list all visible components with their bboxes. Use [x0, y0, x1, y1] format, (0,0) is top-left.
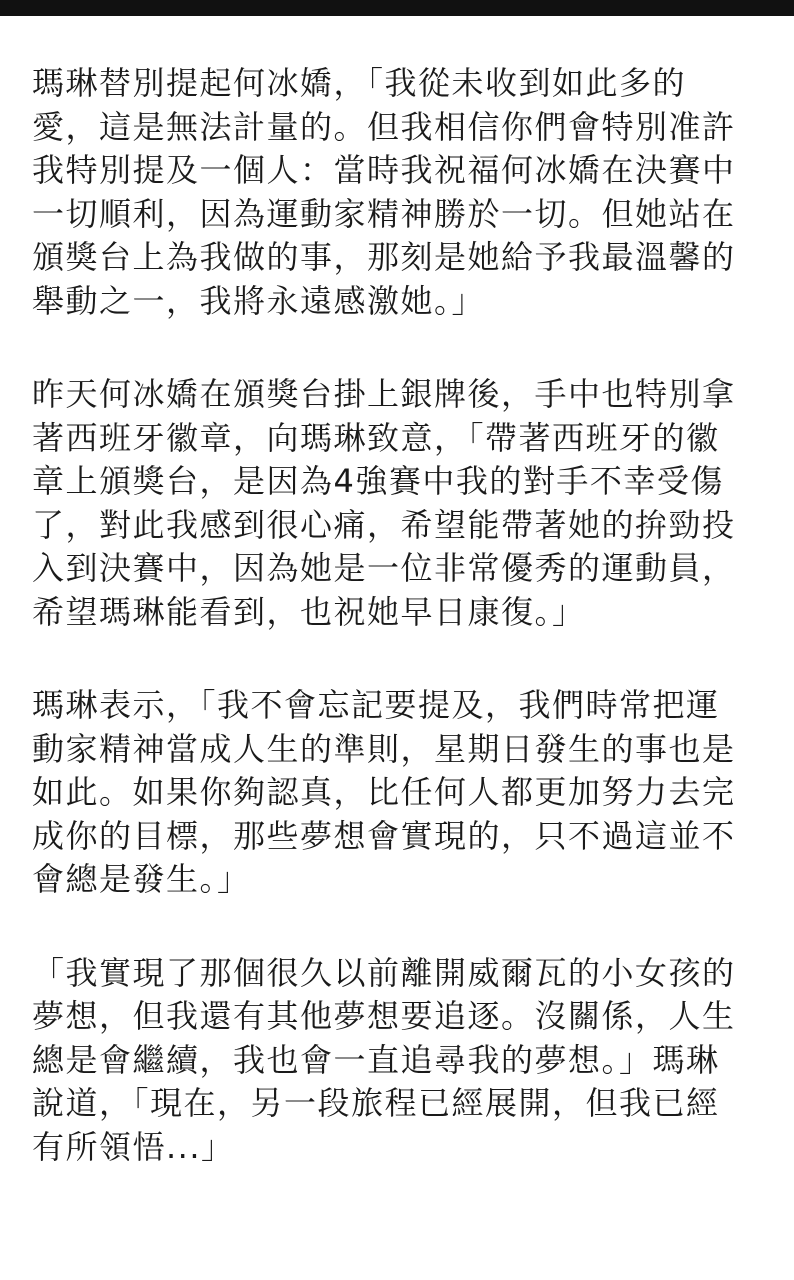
text-line: 我特別提及一個人：當時我祝福何冰嬌在決賽中 [32, 151, 736, 189]
text-line: 章上頒獎台，是因為4強賽中我的對手不幸受傷 [32, 462, 724, 500]
paragraph-3 [32, 684, 767, 902]
text-line: 總是會繼續，我也會一直追尋我的夢想。」瑪琳 [32, 1040, 720, 1079]
text-line: 了，對此我感到很心痛，希望能帶著她的拚勁投 [32, 505, 736, 544]
text-line: 如此。如果你夠認真，比任何人都更加努力去完 [32, 773, 736, 811]
article-body [32, 62, 767, 1219]
text-line: 有所領悟...」 [32, 1127, 235, 1166]
text-line: 瑪琳表示，「我不會忘記要提及，我們時常把運 [32, 686, 720, 724]
text-line: 瑪琳替別提起何冰嬌，「我從未收到如此多的 [32, 64, 687, 102]
text-line: 一切順利，因為運動家精神勝於一切。但她站在 [32, 194, 736, 233]
text-line: 入到決賽中，因為她是一位非常優秀的運動員， [32, 549, 736, 587]
text-line: 昨天何冰嬌在頒獎台掛上銀牌後，手中也特別拿 [32, 375, 736, 413]
paragraph-1 [32, 62, 767, 323]
text-line: 成你的目標，那些夢想會實現的，只不過這並不 [32, 816, 736, 855]
text-line: 說道，「現在，另一段旅程已經展開，但我已經 [32, 1084, 720, 1122]
text-line: 動家精神當成人生的準則，星期日發生的事也是 [32, 729, 736, 768]
paragraph-4 [32, 952, 767, 1170]
text-line: 愛，這是無法計量的。但我相信你們會特別准許 [32, 107, 736, 146]
paragraph-2 [32, 373, 767, 634]
top-status-bar [0, 0, 794, 16]
text-line: 希望瑪琳能看到，也祝她早日康復。」 [32, 592, 586, 631]
text-line: 夢想，但我還有其他夢想要追逐。沒關係，人生 [32, 997, 736, 1035]
text-line: 舉動之一，我將永遠感激她。」 [32, 281, 486, 320]
text-line: 著西班牙徽章，向瑪琳致意，「帶著西班牙的徽 [32, 418, 720, 457]
text-line: 「我實現了那個很久以前離開威爾瓦的小女孩的 [32, 953, 736, 992]
text-line: 會總是發生。」 [32, 860, 251, 898]
text-line: 頒獎台上為我做的事，那刻是她給予我最溫馨的 [32, 238, 736, 276]
